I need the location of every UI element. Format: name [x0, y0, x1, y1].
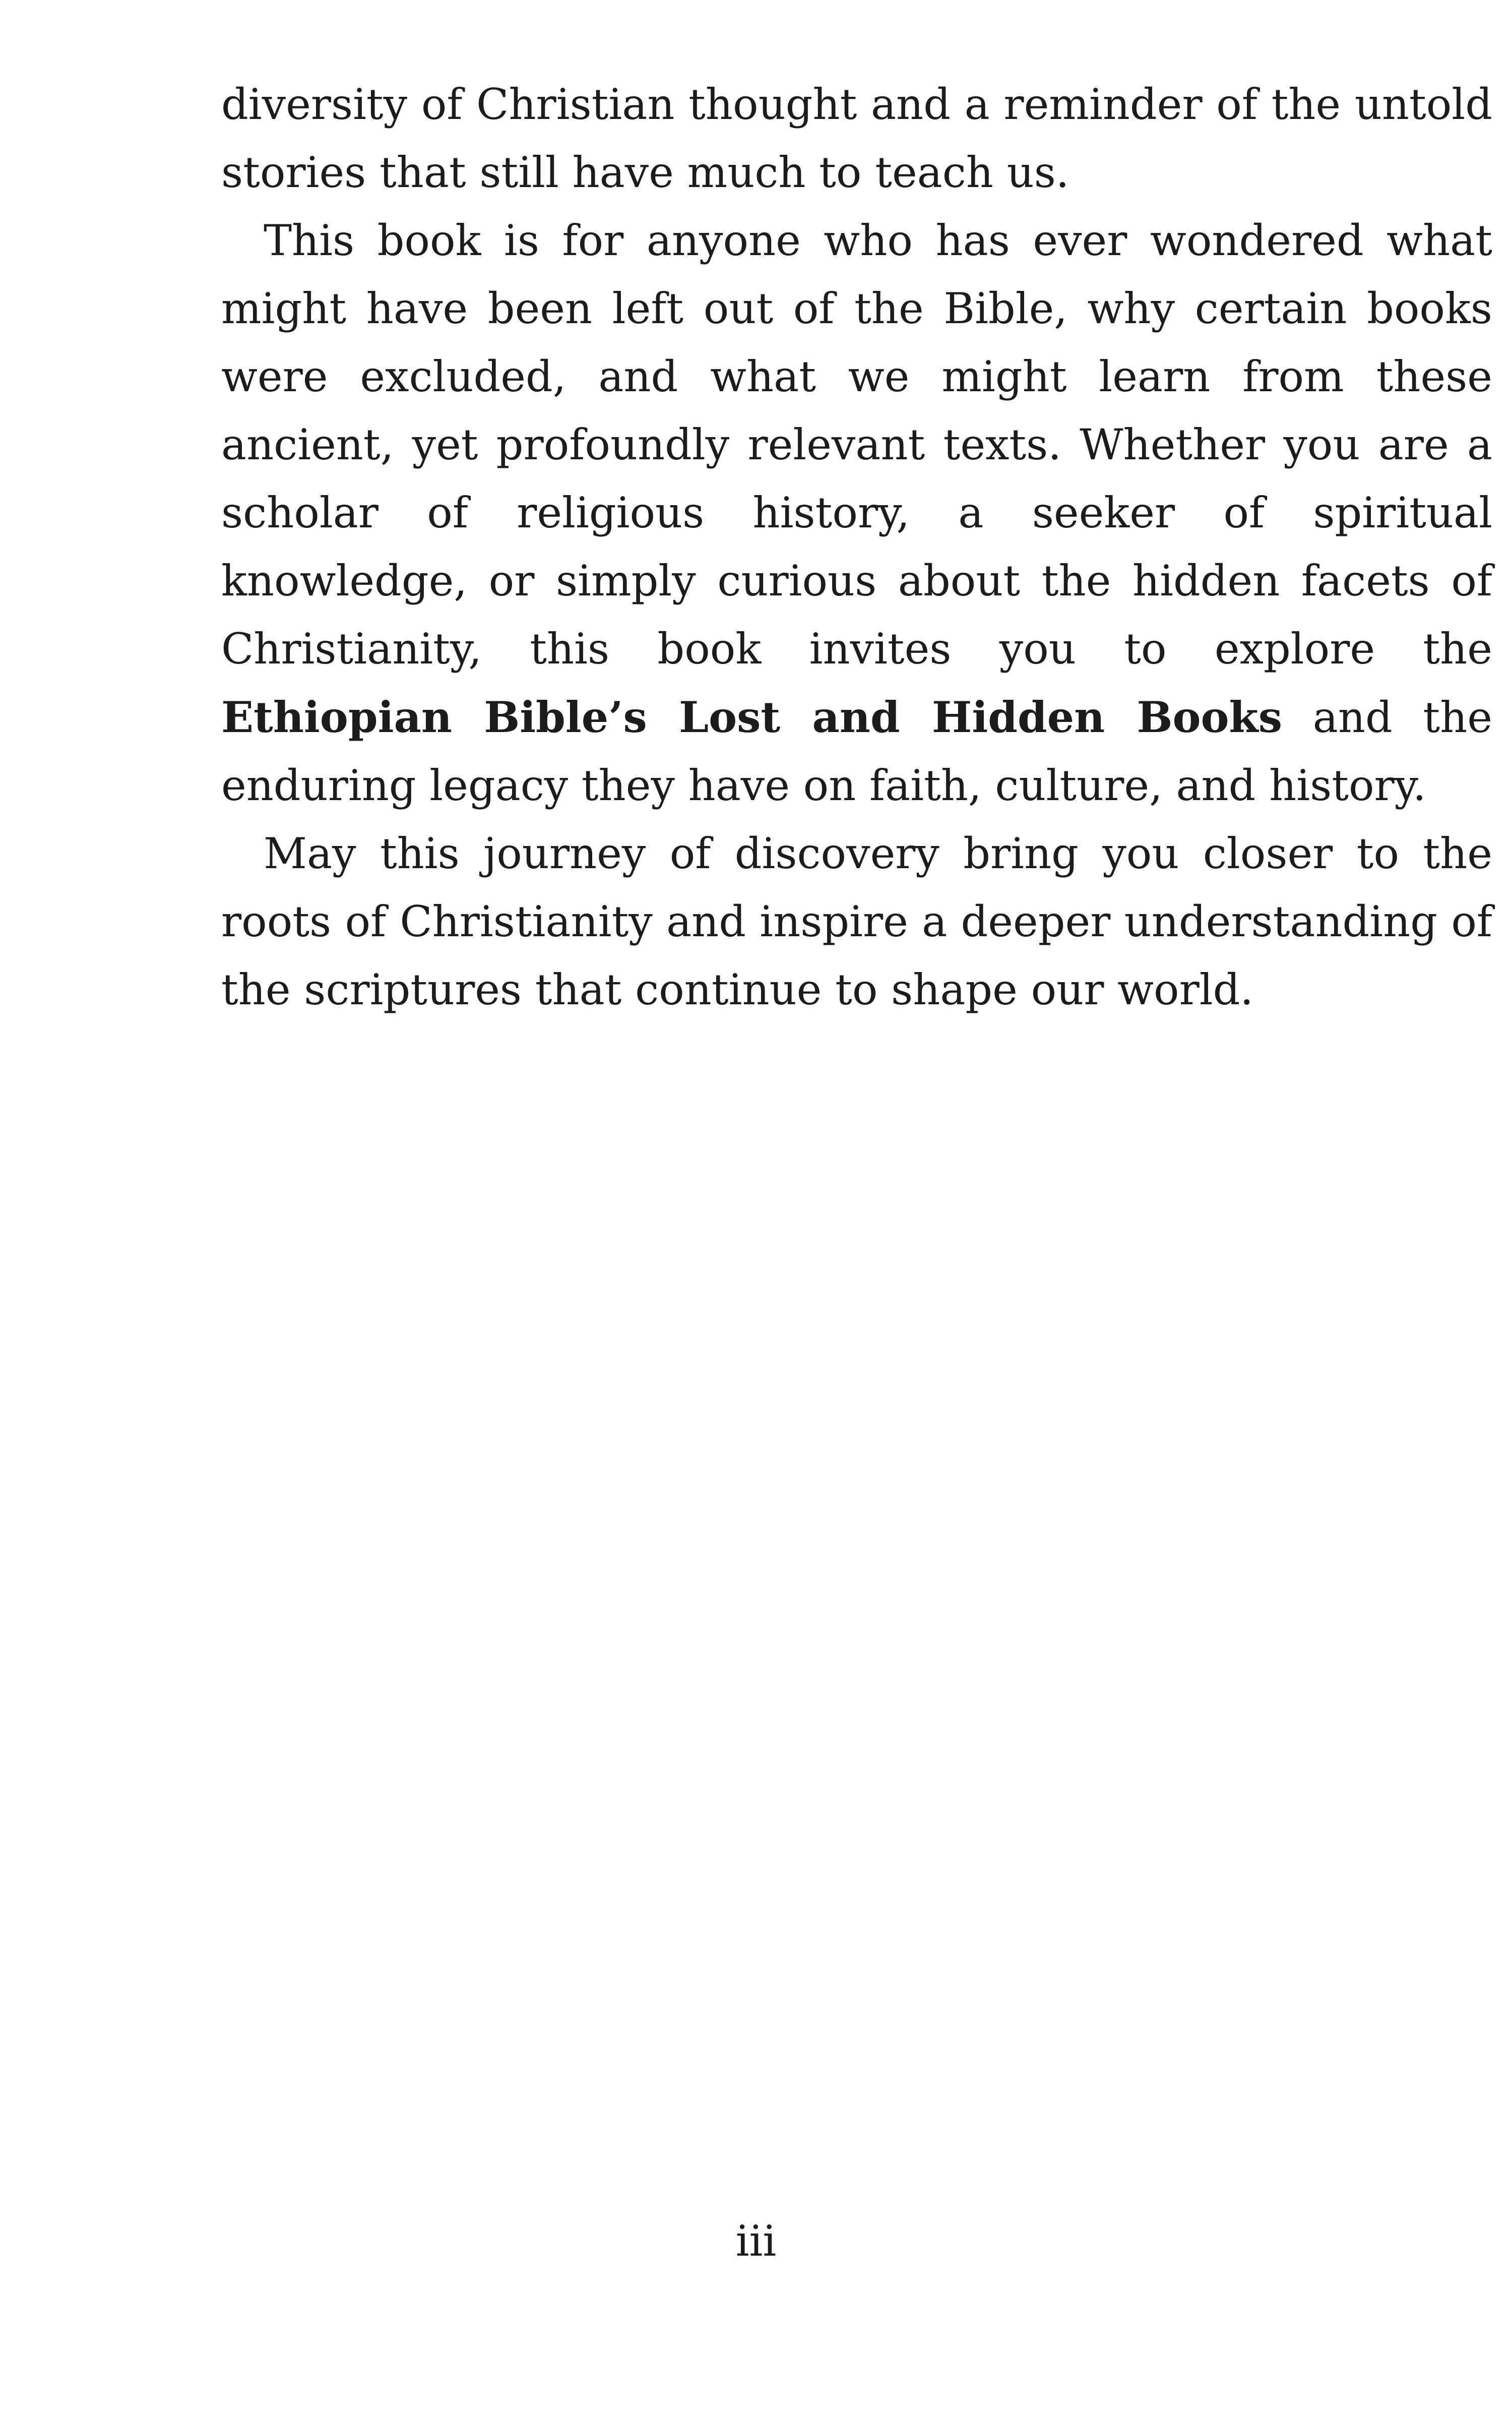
paragraph-continuation: diversity of Christian thought and a reminder of the untold stories that still have much to teach us. — [221, 80, 1492, 197]
paragraph-audience-text-start: This book is for anyone who has ever wondered what might have been left out of the Bible, why certain books were excluded, and what we might learn from these ancient, yet profoundly relevant texts. Whether you are a scholar of religious history, a seeker of spiritual knowledge, or simply curious about the hidden facets of Christianity, this book invites you to explore the — [221, 216, 1492, 674]
paragraph-audience — [221, 207, 1492, 820]
book-title-emphasis: Ethiopian Bible’s Lost and Hidden Books — [221, 692, 1283, 742]
page-number: iii — [735, 2216, 777, 2266]
paragraph-closing: May this journey of discovery bring you closer to the roots of Christianity and inspire a deeper understanding of the scriptures that continue to shape our world. — [221, 829, 1492, 1014]
body-text — [221, 71, 1492, 1024]
paragraph-audience-text-end: and the enduring legacy they have on faith, culture, and history. — [221, 693, 1493, 810]
